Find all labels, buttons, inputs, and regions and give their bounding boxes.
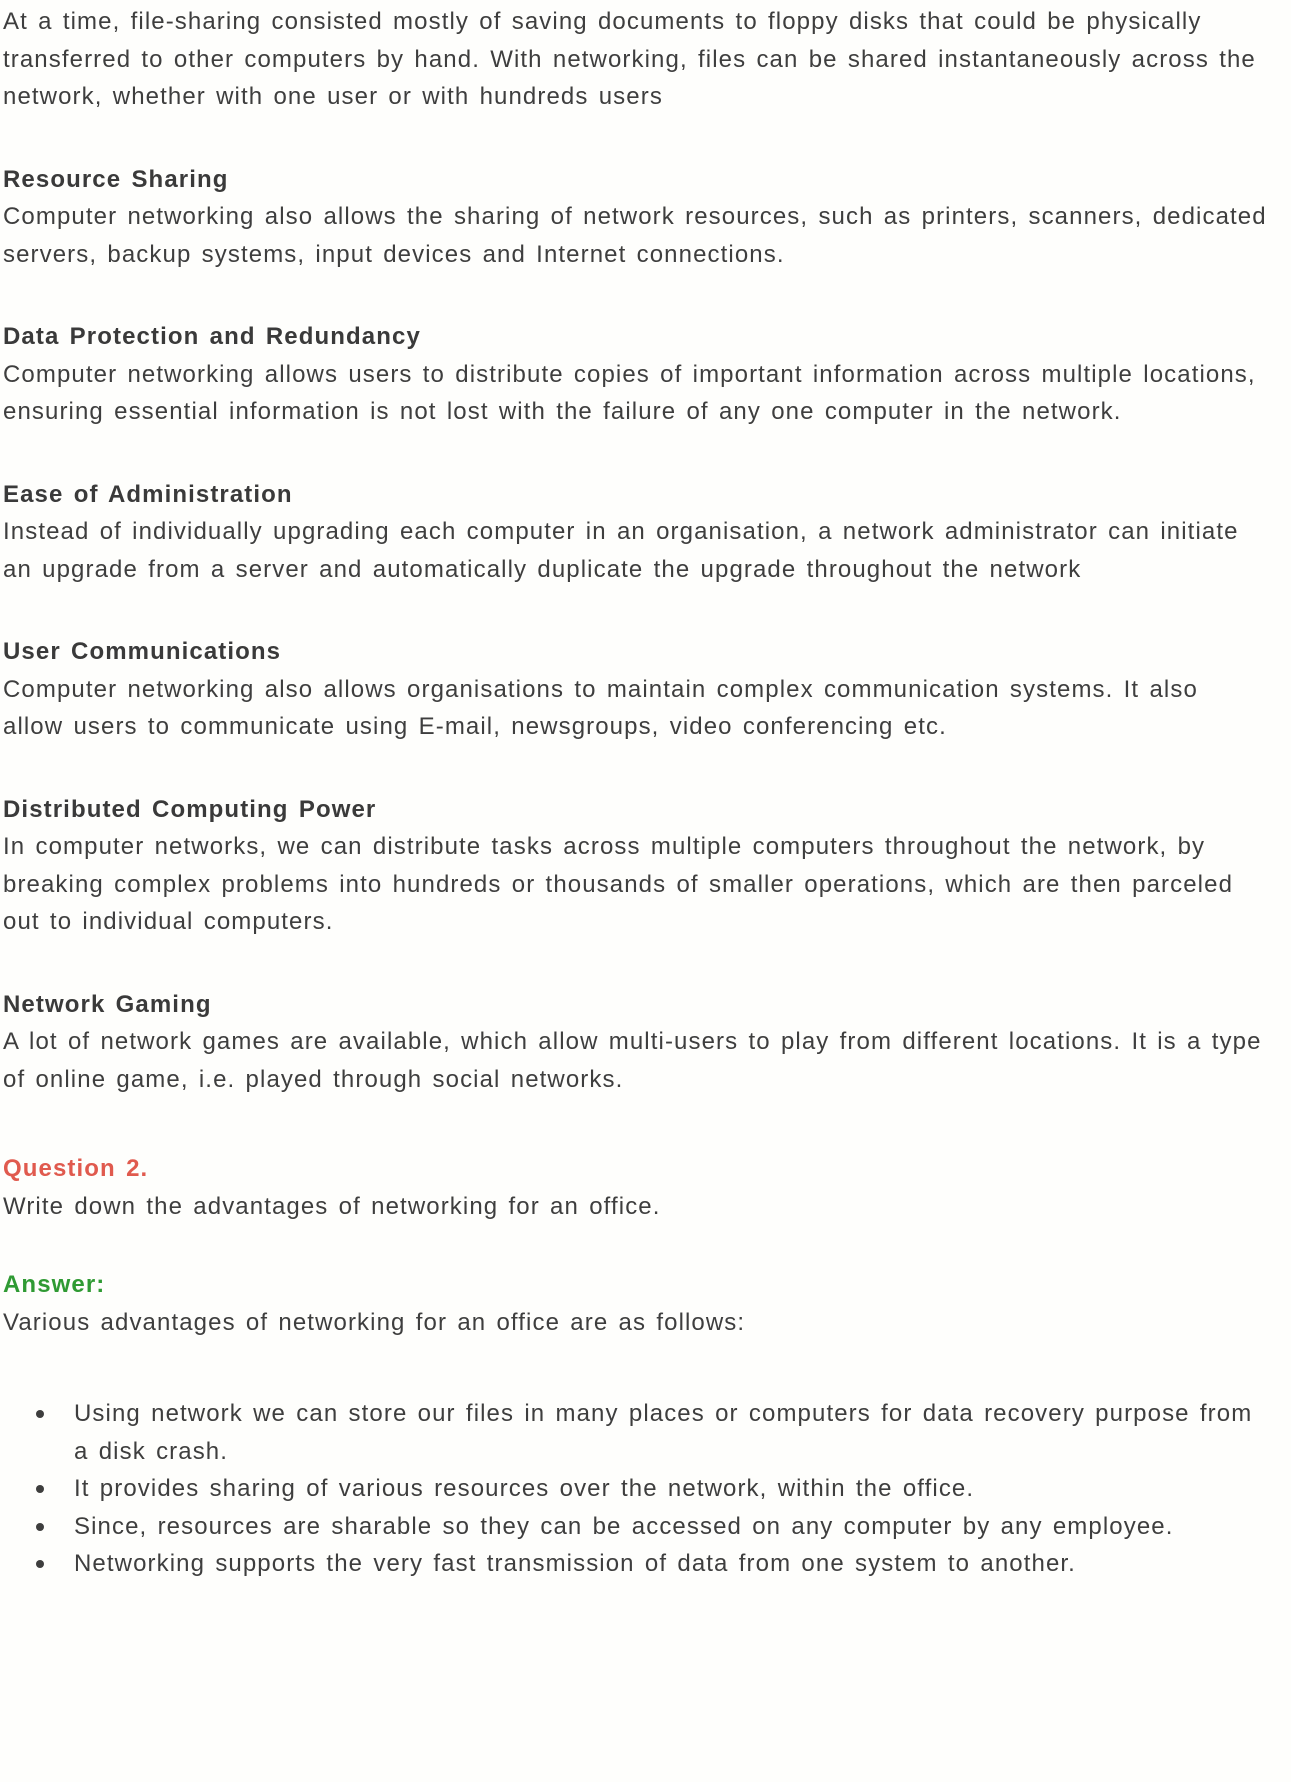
bullet-item: It provides sharing of various resources over the network, within the office.	[3, 1470, 1267, 1508]
section-distributed-computing-power	[3, 791, 1267, 941]
answer-intro: Various advantages of networking for an office are as follows:	[3, 1308, 746, 1336]
section-heading: Network Gaming	[3, 990, 212, 1018]
section-heading: Ease of Administration	[3, 480, 293, 508]
question-label: Question 2.	[3, 1155, 149, 1182]
section-data-protection	[3, 318, 1267, 431]
section-ease-of-administration	[3, 476, 1267, 589]
section-heading: Data Protection and Redundancy	[3, 323, 421, 350]
answer-bullet-list	[3, 1395, 1267, 1583]
intro-paragraph: At a time, file-sharing consisted mostly of saving documents to floppy disks that could be physically transferred to other computers by hand. With networking, files can be shared instantaneously across the network, whether with one user or with hundreds users	[3, 8, 1256, 110]
answer-label: Answer:	[3, 1271, 106, 1298]
section-heading: Distributed Computing Power	[3, 795, 377, 823]
section-network-gaming	[3, 986, 1267, 1099]
bullet-item: Networking supports the very fast transmission of data from one system to another.	[3, 1545, 1267, 1583]
section-heading: Resource Sharing	[3, 165, 229, 193]
answer-block	[3, 1266, 1267, 1341]
section-body: Instead of individually upgrading each computer in an organisation, a network administrator can initiate an upgrade from a server and automatically duplicate the upgrade throughout the network	[3, 518, 1239, 583]
section-body: Computer networking allows users to distribute copies of important information across multiple locations, ensuring essential information is not lost with the failure of any one computer in the network.	[3, 360, 1256, 425]
section-body: Computer networking also allows the sharing of network resources, such as printers, scanners, dedicated servers, backup systems, input devices and Internet connections.	[3, 203, 1267, 268]
section-user-communications	[3, 633, 1267, 746]
section-body: A lot of network games are available, which allow multi-users to play from different locations. It is a type of online game, i.e. played through social networks.	[3, 1028, 1262, 1093]
bullet-item: Since, resources are sharable so they can be accessed on any computer by any employee.	[3, 1508, 1267, 1546]
question-block	[3, 1150, 1267, 1225]
section-heading: User Communications	[3, 638, 282, 665]
section-body: In computer networks, we can distribute tasks across multiple computers throughout the network, by breaking complex problems into hundreds or thousands of smaller operations, which are then parceled out to individual computers.	[3, 833, 1234, 935]
section-resource-sharing	[3, 161, 1267, 274]
question-text: Write down the advantages of networking for an office.	[3, 1192, 661, 1220]
bullet-item: Using network we can store our files in many places or computers for data recovery purpose from a disk crash.	[3, 1395, 1267, 1470]
section-body: Computer networking also allows organisations to maintain complex communication systems. It also allow users to communicate using E-mail, newsgroups, video conferencing etc.	[3, 675, 1198, 740]
